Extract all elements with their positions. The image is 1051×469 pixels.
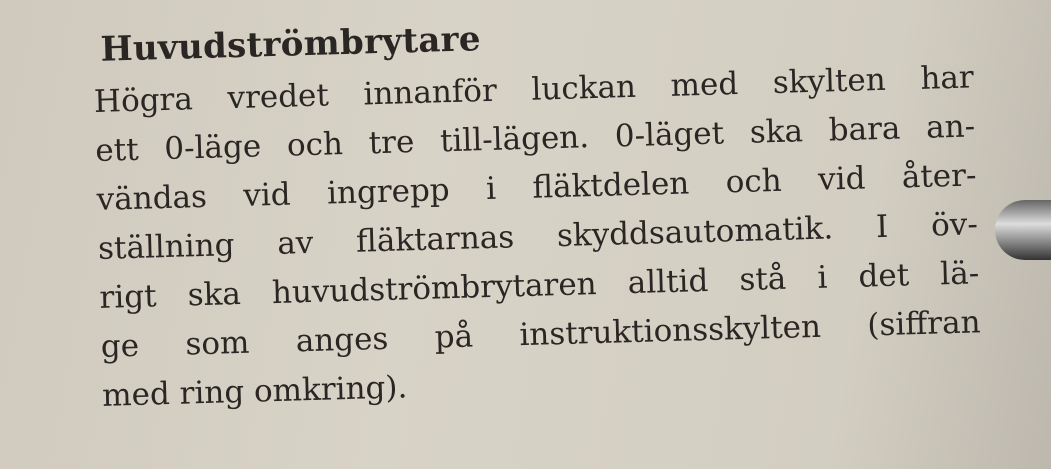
section-heading: Huvudströmbrytare — [99, 19, 482, 70]
text-line: ett 0-läge och tre till-lägen. 0-läget ska bara an- — [94, 108, 976, 169]
text-line: ställning av fläktarnas skyddsautomatik. I öv- — [97, 206, 979, 267]
text-line: med ring omkring). — [101, 369, 408, 414]
text-line: vändas vid ingrepp i fläktdelen och vid åter- — [96, 157, 977, 218]
text-line: ge som anges på instruktionsskylten (siffran — [100, 304, 982, 365]
text-line: rigt ska huvudströmbrytaren alltid stå i det lä- — [98, 255, 980, 316]
text-line: Högra vredet innanför luckan med skylten har — [93, 59, 975, 120]
binder-ring — [995, 200, 1051, 260]
document-page — [92, 5, 1003, 421]
